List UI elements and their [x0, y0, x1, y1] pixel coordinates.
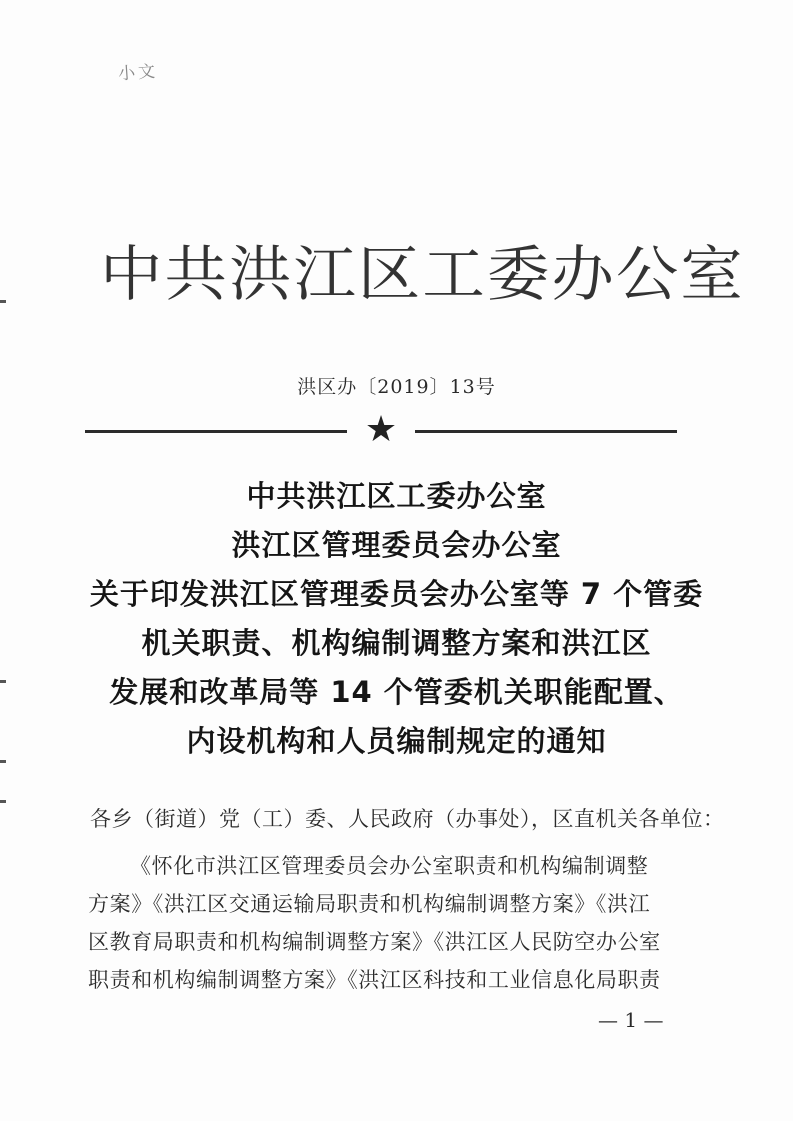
scan-margin-mark	[0, 800, 6, 803]
title-line: 关于印发洪江区管理委员会办公室等 7 个管委	[89, 577, 704, 611]
body-line: 区教育局职责和机构编制调整方案》《洪江区人民防空办公室	[88, 930, 661, 954]
addressee: 各乡（街道）党（工）委、人民政府（办事处），区直机关各单位：	[90, 807, 725, 831]
scan-margin-mark	[0, 300, 6, 303]
title-line: 内设机构和人员编制规定的通知	[186, 724, 607, 758]
scan-margin-mark	[0, 680, 6, 683]
page-number: — 1 —	[598, 1008, 664, 1032]
handwritten-note: 小文	[117, 61, 159, 85]
masthead: 中共洪江区工委办公室	[100, 240, 745, 310]
scan-margin-mark	[0, 760, 6, 763]
body-line: 职责和机构编制调整方案》《洪江区科技和工业信息化局职责	[88, 968, 661, 992]
body-line: 《怀化市洪江区管理委员会办公室职责和机构编制调整	[130, 854, 649, 878]
title-line: 洪江区管理委员会办公室	[231, 528, 562, 562]
body-line: 方案》《洪江区交通运输局职责和机构编制调整方案》《洪江	[88, 892, 651, 916]
separator-rule-right	[415, 430, 677, 433]
separator-rule-left	[85, 430, 347, 433]
title-line: 发展和改革局等 14 个管委机关职能配置、	[109, 675, 684, 709]
document-number: 洪区办〔2019〕13号	[297, 376, 496, 398]
title-line: 机关职责、机构编制调整方案和洪江区	[141, 626, 652, 660]
star-icon: ★	[364, 409, 398, 450]
title-line: 中共洪江区工委办公室	[246, 479, 547, 513]
